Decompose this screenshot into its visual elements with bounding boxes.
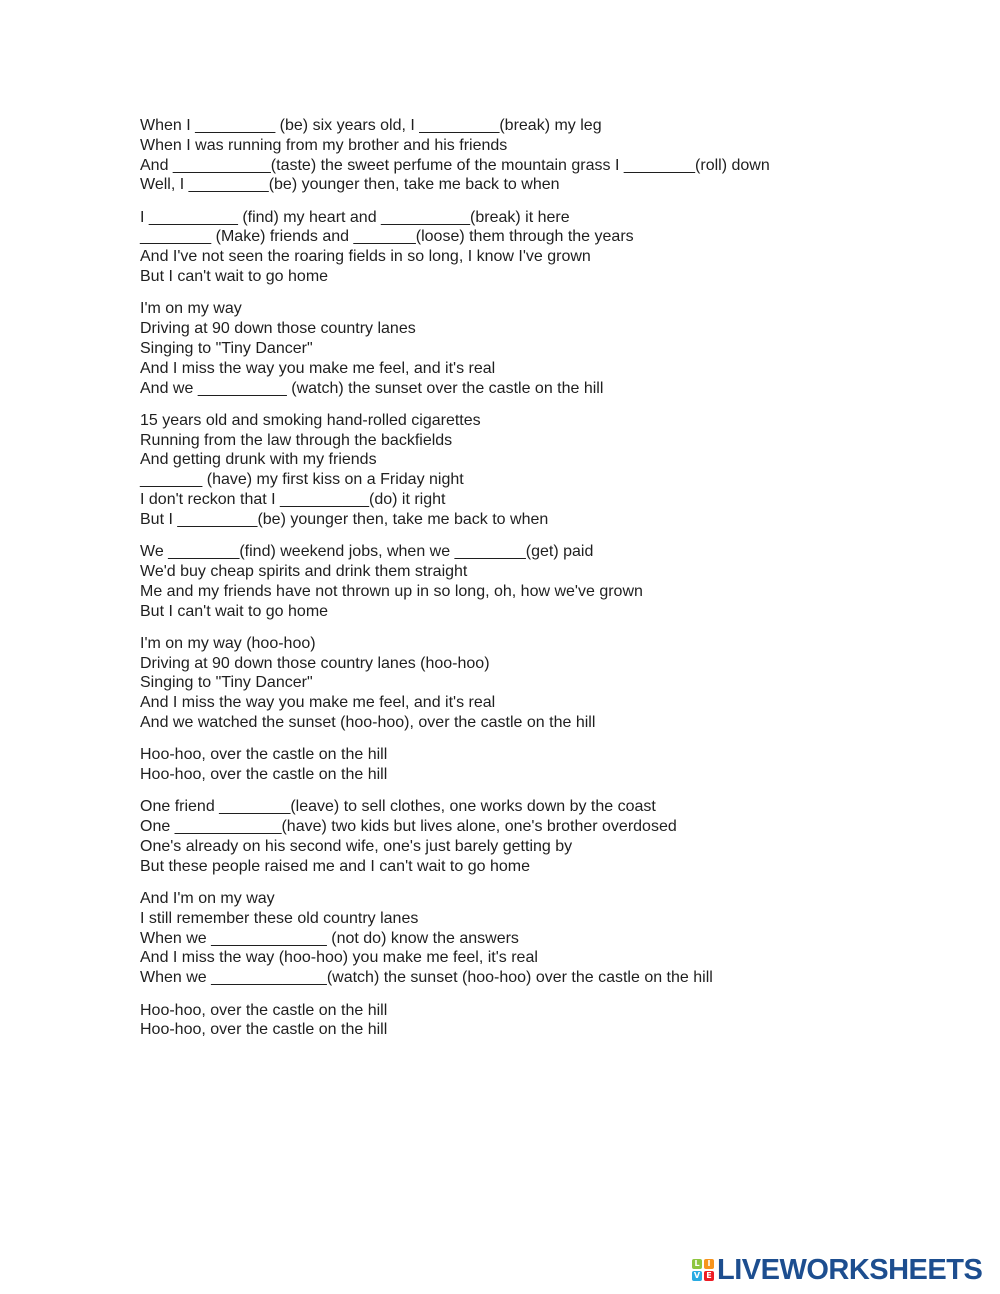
liveworksheets-logo-text: LIVEWORKSHEETS: [717, 1254, 983, 1286]
lyric-line: We'd buy cheap spirits and drink them straight: [140, 562, 468, 580]
logo-tile-i: I: [704, 1259, 714, 1269]
lyric-line: Hoo-hoo, over the castle on the hill: [140, 766, 388, 784]
lyric-line: ________ (Make) friends and _______(loose) them through the years: [140, 228, 634, 246]
lyric-line: And I've not seen the roaring fields in so long, I know I've grown: [140, 248, 591, 266]
lyric-line: And we __________ (watch) the sunset over the castle on the hill: [140, 379, 604, 397]
logo-tile-e: E: [704, 1271, 714, 1281]
liveworksheets-logo-icon: [692, 1259, 714, 1281]
lyric-line: And we watched the sunset (hoo-hoo), over the castle on the hill: [140, 714, 596, 732]
lyric-line: _______ (have) my first kiss on a Friday night: [140, 471, 464, 489]
lyric-line: I still remember these old country lanes: [140, 909, 419, 927]
lyric-line: Me and my friends have not thrown up in so long, oh, how we've grown: [140, 582, 643, 600]
lyric-line: And I miss the way you make me feel, and it's real: [140, 359, 496, 377]
lyric-line: And getting drunk with my friends: [140, 451, 377, 469]
lyric-line: I __________ (find) my heart and __________(break) it here: [140, 208, 570, 226]
lyric-line: But these people raised me and I can't wait to go home: [140, 857, 530, 875]
lyric-line: Hoo-hoo, over the castle on the hill: [140, 1001, 388, 1019]
lyric-line: Well, I _________(be) younger then, take me back to when: [140, 176, 560, 194]
liveworksheets-logo: [692, 1253, 982, 1287]
lyric-line: And I miss the way (hoo-hoo) you make me feel, it's real: [140, 949, 538, 967]
lyrics-stanza: [140, 634, 980, 733]
lyric-line: Driving at 90 down those country lanes: [140, 320, 416, 338]
lyrics-stanza: [140, 889, 980, 988]
lyric-line: But I _________(be) younger then, take me back to when: [140, 510, 549, 528]
lyric-line: When I was running from my brother and his friends: [140, 136, 508, 154]
lyrics-stanza: [140, 208, 980, 287]
lyric-line: Singing to "Tiny Dancer": [140, 339, 313, 357]
lyric-line: I'm on my way: [140, 300, 242, 318]
lyric-line: And I'm on my way: [140, 890, 275, 908]
lyric-line: I'm on my way (hoo-hoo): [140, 634, 316, 652]
lyrics-stanza: [140, 797, 980, 876]
lyric-line: We ________(find) weekend jobs, when we ________(get) paid: [140, 543, 594, 561]
lyric-line: When we _____________ (not do) know the answers: [140, 929, 519, 947]
lyric-line: But I can't wait to go home: [140, 268, 329, 286]
lyric-line: When I _________ (be) six years old, I _________(break) my leg: [140, 117, 602, 134]
lyric-line: 15 years old and smoking hand-rolled cigarettes: [140, 411, 481, 429]
lyric-line: But I can't wait to go home: [140, 602, 329, 620]
lyric-line: Hoo-hoo, over the castle on the hill: [140, 1021, 388, 1039]
lyric-line: And I miss the way you make me feel, and it's real: [140, 694, 496, 712]
lyrics-worksheet: [140, 116, 980, 1053]
lyrics-stanza: [140, 1001, 980, 1041]
logo-tile-v: V: [693, 1271, 701, 1280]
lyrics-stanza: [140, 745, 980, 785]
lyric-line: I don't reckon that I __________(do) it right: [140, 491, 446, 509]
lyrics-stanza: [140, 411, 980, 530]
lyrics-stanza: [140, 299, 980, 398]
lyric-line: One friend ________(leave) to sell clothes, one works down by the coast: [140, 798, 656, 816]
lyric-line: Hoo-hoo, over the castle on the hill: [140, 746, 388, 764]
lyrics-stanza: [140, 116, 980, 195]
lyric-line: When we _____________(watch) the sunset (hoo-hoo) over the castle on the hill: [140, 969, 713, 987]
lyric-line: Driving at 90 down those country lanes (hoo-hoo): [140, 654, 490, 672]
lyric-line: And ___________(taste) the sweet perfume of the mountain grass I ________(roll) down: [140, 156, 770, 174]
lyric-line: One's already on his second wife, one's just barely getting by: [140, 838, 573, 855]
lyric-line: Running from the law through the backfields: [140, 431, 453, 449]
lyric-line: One ____________(have) two kids but lives alone, one's brother overdosed: [140, 818, 677, 836]
logo-tile-l: L: [692, 1259, 702, 1269]
lyrics-stanza: [140, 542, 980, 621]
lyric-line: Singing to "Tiny Dancer": [140, 674, 313, 692]
